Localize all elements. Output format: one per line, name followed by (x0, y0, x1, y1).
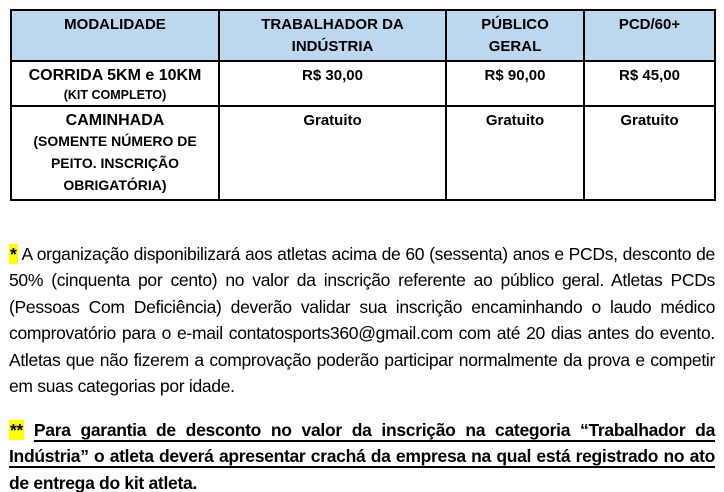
note-discount-pcd (9, 241, 715, 400)
cell-caminhada-trabalhador: Gratuito (219, 106, 446, 200)
table-row-caminhada (11, 106, 715, 200)
table-row-corrida (11, 61, 715, 106)
header-publico-geral (446, 10, 584, 61)
pricing-table (10, 9, 716, 201)
table-header-row (11, 10, 715, 61)
header-trabalhador-industria-label: TRABALHADOR DA INDÚSTRIA (261, 16, 404, 55)
note-trabalhador-badge (9, 417, 715, 492)
header-pcd-60-label: PCD/60+ (618, 16, 681, 33)
document-page (0, 9, 724, 492)
header-trabalhador-industria (219, 10, 446, 61)
header-modalidade-label: MODALIDADE (64, 16, 166, 33)
caminhada-title: CAMINHADA (65, 111, 165, 129)
corrida-subtitle: (KIT COMPLETO) (63, 87, 167, 102)
header-modalidade (11, 10, 219, 61)
note-discount-pcd-text: A organização disponibilizará aos atletas acima de 60 (sessenta) anos e PCDs, desconto de 50% (cinquenta por cento) no valor da inscrição referente ao público geral. Atletas PCDs (Pessoas Com Deficiência) deverão validar sua inscrição encaminhando o laudo médico comprovatório para o e-mail contatosports360@gmail.com com até 20 dias antes do evento. Atletas que não fizerem a comprovação poderão participar normalmente da prova e competir em suas categorias por idade. (9, 243, 715, 396)
cell-modalidade-caminhada (11, 106, 219, 200)
cell-corrida-pcd: R$ 45,00 (584, 61, 715, 106)
note-trabalhador-badge-text: Para garantia de desconto no valor da inscrição na categoria “Trabalhador da Indústria” o atleta deverá apresentar crachá da empresa na qual está registrado no ato de entrega do kit atleta. (9, 419, 715, 492)
double-asterisk-marker: ** (10, 419, 24, 440)
cell-corrida-trabalhador: R$ 30,00 (219, 61, 446, 106)
header-publico-geral-label: PÚBLICO GERAL (481, 16, 549, 55)
cell-corrida-publico: R$ 90,00 (446, 61, 584, 106)
cell-caminhada-publico: Gratuito (446, 106, 584, 200)
corrida-title: CORRIDA 5KM e 10KM (28, 67, 202, 84)
cell-caminhada-pcd: Gratuito (584, 106, 715, 200)
notes-section (9, 241, 715, 492)
asterisk-marker: * (10, 243, 17, 264)
header-pcd-60 (584, 10, 715, 61)
cell-modalidade-corrida (11, 61, 219, 106)
caminhada-subtitle: (SOMENTE NÚMERO DE PEITO. INSCRIÇÃO OBRIGATÓRIA) (33, 133, 197, 193)
